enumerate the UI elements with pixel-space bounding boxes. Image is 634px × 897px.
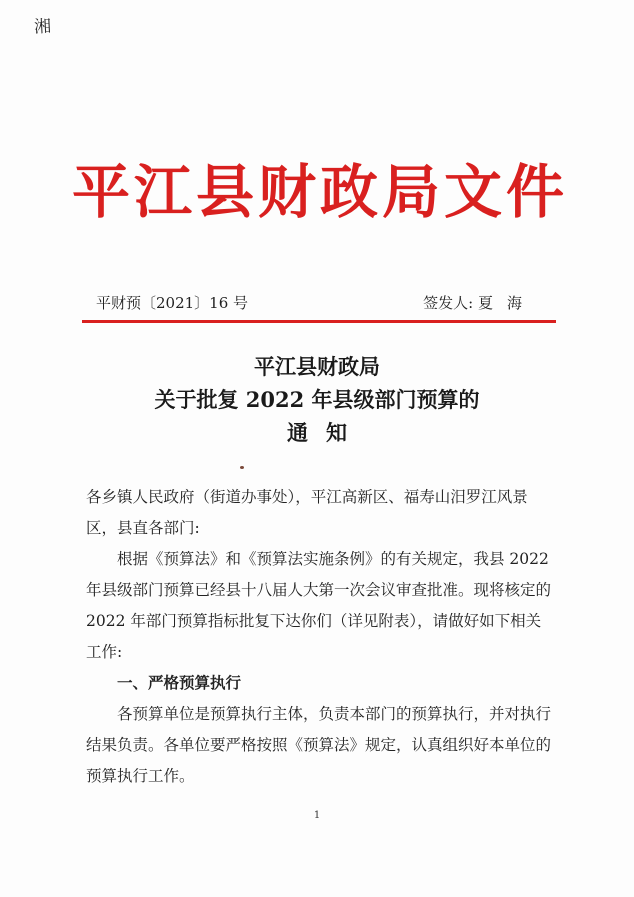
body-paragraph: 各预算单位是预算执行主体，负责本部门的预算执行，并对执行结果负责。各单位要严格按照《预算法》规定，认真组织好本单位的预算执行工作。 [86,705,552,785]
signer-name: 夏海 [477,294,536,312]
title-line-1: 平江县财政局 [254,354,380,379]
document-number: 平财预〔2021〕16 号 [96,294,249,312]
section-heading: 一、严格预算执行 [117,674,242,692]
title-line-3: 通知 [287,420,365,445]
masthead-title: 平江县财政局文件 [71,158,568,226]
signer [423,292,536,313]
document-info-line [96,292,536,314]
signer-label: 签发人: [423,294,474,312]
red-divider [82,320,556,323]
document-body [86,482,556,792]
handwritten-mark: 湘 [33,16,53,38]
document-title [60,350,574,449]
body-paragraph: 根据《预算法》和《预算法实施条例》的有关规定，我县 2022 年县级部门预算已经县十八届人大第一次会议审查批准。现将核定的 2022 年部门预算指标批复下达你们（详见附表），请做好如下相关工作: [86,550,552,661]
page-number: 1 [313,810,321,821]
title-line-2: 关于批复 2022 年县级部门预算的 [154,387,480,412]
salutation: 各乡镇人民政府（街道办事处），平江高新区、福寿山汨罗江风景区，县直各部门: [86,488,528,537]
scan-speck [240,466,244,469]
